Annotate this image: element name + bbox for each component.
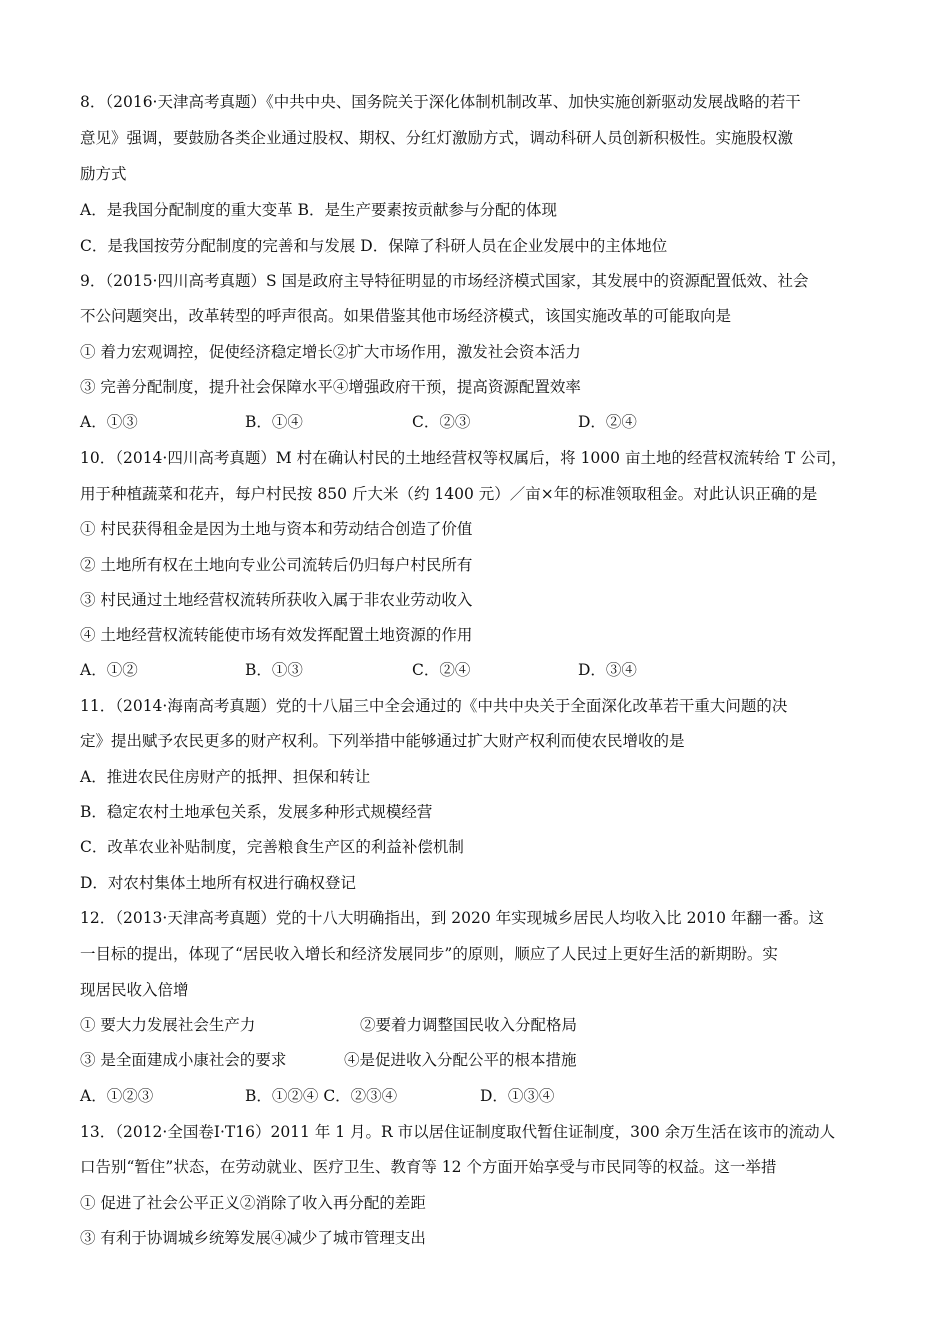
q12-option-bc: B．①②④ C．②③④ [245, 1087, 398, 1105]
q12-option-a: A．①②③ [80, 1087, 154, 1105]
q10-option-b: B．①③ [245, 661, 303, 679]
q10-statement-3: ③ 村民通过土地经营权流转所获收入属于非农业劳动收入 [80, 591, 473, 609]
q9-option-c: C．②③ [412, 413, 471, 431]
q11-line-1: 11．（2014·海南高考真题）党的十八届三中全会通过的《中共中央关于全面深化改革若干重大问题的决 [80, 697, 788, 715]
q8-line-2: 意见》强调，要鼓励各类企业通过股权、期权、分红灯激励方式，调动科研人员创新积极性。实施股权激 [80, 129, 794, 147]
q10-statement-1: ① 村民获得租金是因为土地与资本和劳动结合创造了价值 [80, 520, 473, 538]
q10-line-2: 用于种植蔬菜和花卉，每户村民按 850 斤大米（约 1400 元）／亩×年的标准领取租金。对此认识正确的是 [80, 485, 818, 503]
q9-option-d: D．②④ [578, 413, 637, 431]
q8-line-3: 励方式 [80, 165, 127, 183]
q8-line-1: 8．（2016·天津高考真题）《中共中央、国务院关于深化体制机制改革、加快实施创新驱动发展战略的若干 [80, 93, 801, 111]
q11-line-2: 定》提出赋予农民更多的财产权利。下列举措中能够通过扩大财产权利而使农民增收的是 [80, 732, 685, 750]
q13-line-2: 口告别“暂住”状态，在劳动就业、医疗卫生、教育等 12 个方面开始享受与市民同等的权益。这一举措 [80, 1158, 777, 1176]
q12-line-3: 现居民收入倍增 [80, 981, 189, 999]
q13-statements-12: ① 促进了社会公平正义②消除了收入再分配的差距 [80, 1194, 426, 1212]
q11-option-a: A．推进农民住房财产的抵押、担保和转让 [80, 768, 371, 786]
q12-line-1: 12．（2013·天津高考真题）党的十八大明确指出，到 2020 年实现城乡居民人均收入比 2010 年翻一番。这 [80, 909, 824, 927]
q12-statement-1: ① 要大力发展社会生产力 [80, 1016, 256, 1034]
q13-line-1: 13．（2012·全国卷Ⅰ·T16）2011 年 1 月。R 市以居住证制度取代暂住证制度，300 余万生活在该市的流动人 [80, 1123, 836, 1141]
q9-line-1: 9．（2015·四川高考真题）S 国是政府主导特征明显的市场经济模式国家，其发展中的资源配置低效、社会 [80, 272, 809, 290]
q11-option-c: C．改革农业补贴制度，完善粮食生产区的利益补偿机制 [80, 838, 464, 856]
q13-statements-34: ③ 有利于协调城乡统筹发展④减少了城市管理支出 [80, 1229, 426, 1247]
q11-option-b: B．稳定农村土地承包关系，发展多种形式规模经营 [80, 803, 433, 821]
q12-statement-4: ④是促进收入分配公平的根本措施 [344, 1051, 577, 1069]
q12-line-2: 一目标的提出，体现了“居民收入增长和经济发展同步”的原则，顺应了人民过上更好生活的新期盼。实 [80, 945, 778, 963]
q10-option-a: A．①② [80, 661, 138, 679]
q12-statement-3: ③ 是全面建成小康社会的要求 [80, 1051, 287, 1069]
q8-options-cd: C．是我国按劳分配制度的完善和与发展 D．保障了科研人员在企业发展中的主体地位 [80, 237, 668, 255]
q9-statements-12: ① 着力宏观调控，促使经济稳定增长②扩大市场作用，激发社会资本活力 [80, 343, 581, 361]
q9-option-a: A．①③ [80, 413, 138, 431]
q10-option-d: D．③④ [578, 661, 637, 679]
q12-option-d: D．①③④ [480, 1087, 555, 1105]
q8-options-ab: A．是我国分配制度的重大变革 B．是生产要素按贡献参与分配的体现 [80, 201, 558, 219]
q9-line-2: 不公问题突出，改革转型的呼声很高。如果借鉴其他市场经济模式，该国实施改革的可能取向是 [80, 307, 732, 325]
q10-statement-2: ② 土地所有权在土地向专业公司流转后仍归每户村民所有 [80, 556, 473, 574]
q10-option-c: C．②④ [412, 661, 471, 679]
q9-option-b: B．①④ [245, 413, 303, 431]
q10-line-1: 10．（2014·四川高考真题）M 村在确认村民的土地经营权等权属后，将 1000 亩土地的经营权流转给 T 公司， [80, 449, 847, 467]
q10-statement-4: ④ 土地经营权流转能使市场有效发挥配置土地资源的作用 [80, 626, 473, 644]
q9-statements-34: ③ 完善分配制度，提升社会保障水平④增强政府干预，提高资源配置效率 [80, 378, 581, 396]
q12-statement-2: ②要着力调整国民收入分配格局 [360, 1016, 578, 1034]
q11-option-d: D．对农村集体土地所有权进行确权登记 [80, 874, 356, 892]
